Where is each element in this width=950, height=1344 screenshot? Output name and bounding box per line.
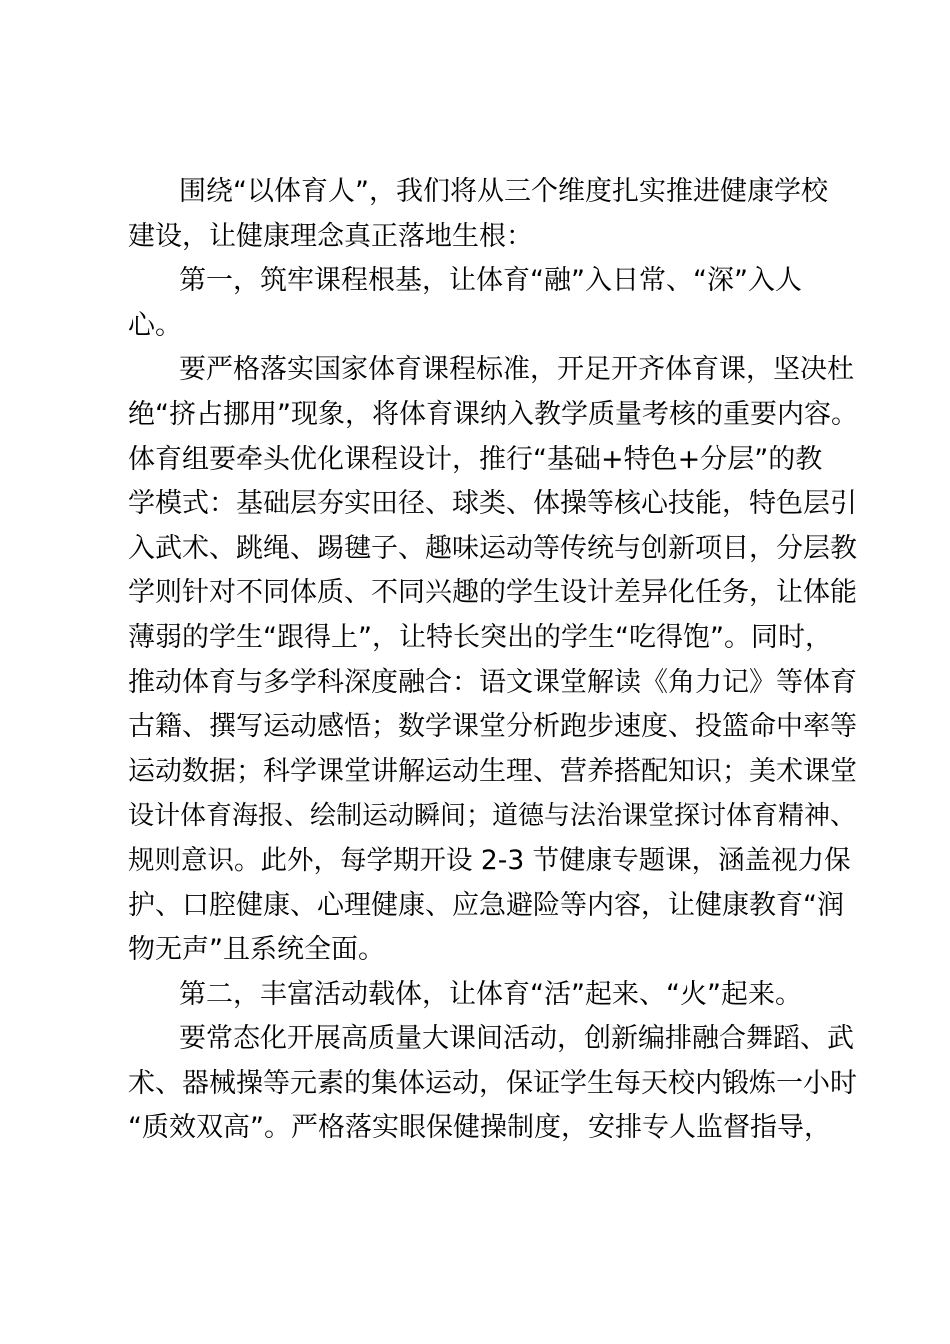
paragraph-line: 体育组要牵头优化课程设计，推行“基础+特色+分层”的教 (128, 443, 823, 475)
paragraph-line: 物无声”且系统全面。 (128, 934, 385, 966)
paragraph-line: 要常态化开展高质量大课间活动，创新编排融合舞蹈、武 (179, 1023, 854, 1055)
section-heading-line: 第一，筑牢课程根基，让体育“融”入日常、“深”入人 (179, 265, 802, 297)
section-heading-line: 心。 (128, 309, 182, 341)
paragraph-line: 学模式：基础层夯实田径、球类、体操等核心技能，特色层引 (128, 488, 857, 520)
paragraph-line: 薄弱的学生“跟得上”，让特长突出的学生“吃得饱”。同时， (128, 621, 832, 653)
paragraph-line: 学则针对不同体质、不同兴趣的学生设计差异化任务，让体能 (128, 577, 857, 609)
document-body (128, 170, 858, 1151)
paragraph-line: 围绕“以体育人”，我们将从三个维度扎实推进健康学校 (179, 176, 828, 207)
paragraph-line: 建设，让健康理念真正落地生根： (128, 220, 533, 252)
paragraph-line: 护、口腔健康、心理健康、应急避险等内容，让健康教育“润 (128, 889, 844, 921)
paragraph-line: 入武术、跳绳、踢毽子、趣味运动等传统与创新项目，分层教 (128, 532, 857, 564)
paragraph-line: 要严格落实国家体育课程标准，开足开齐体育课，坚决杜 (179, 354, 854, 386)
paragraph-line: 设计体育海报、绘制运动瞬间；道德与法治课堂探讨体育精神、 (128, 801, 857, 832)
paragraph-line: 推动体育与多学科深度融合：语文课堂解读《角力记》等体育 (128, 666, 857, 698)
paragraph-line: 古籍、撰写运动感悟；数学课堂分析跑步速度、投篮命中率等 (128, 711, 857, 743)
paragraph-line: 规则意识。此外，每学期开设 2-3 节健康专题课，涵盖视力保 (128, 844, 851, 876)
paragraph-line: 术、器械操等元素的集体运动，保证学生每天校内锻炼一小时 (128, 1067, 857, 1099)
paragraph-line: 运动数据；科学课堂讲解运动生理、营养搭配知识；美术课堂 (128, 755, 857, 787)
section-heading-line: 第二，丰富活动载体，让体育“活”起来、“火”起来。 (179, 978, 802, 1010)
paragraph-line: “质效双高”。严格落实眼保健操制度，安排专人监督指导， (128, 1112, 831, 1144)
paragraph-line: 绝“挤占挪用”现象，将体育课纳入教学质量考核的重要内容。 (128, 398, 858, 430)
